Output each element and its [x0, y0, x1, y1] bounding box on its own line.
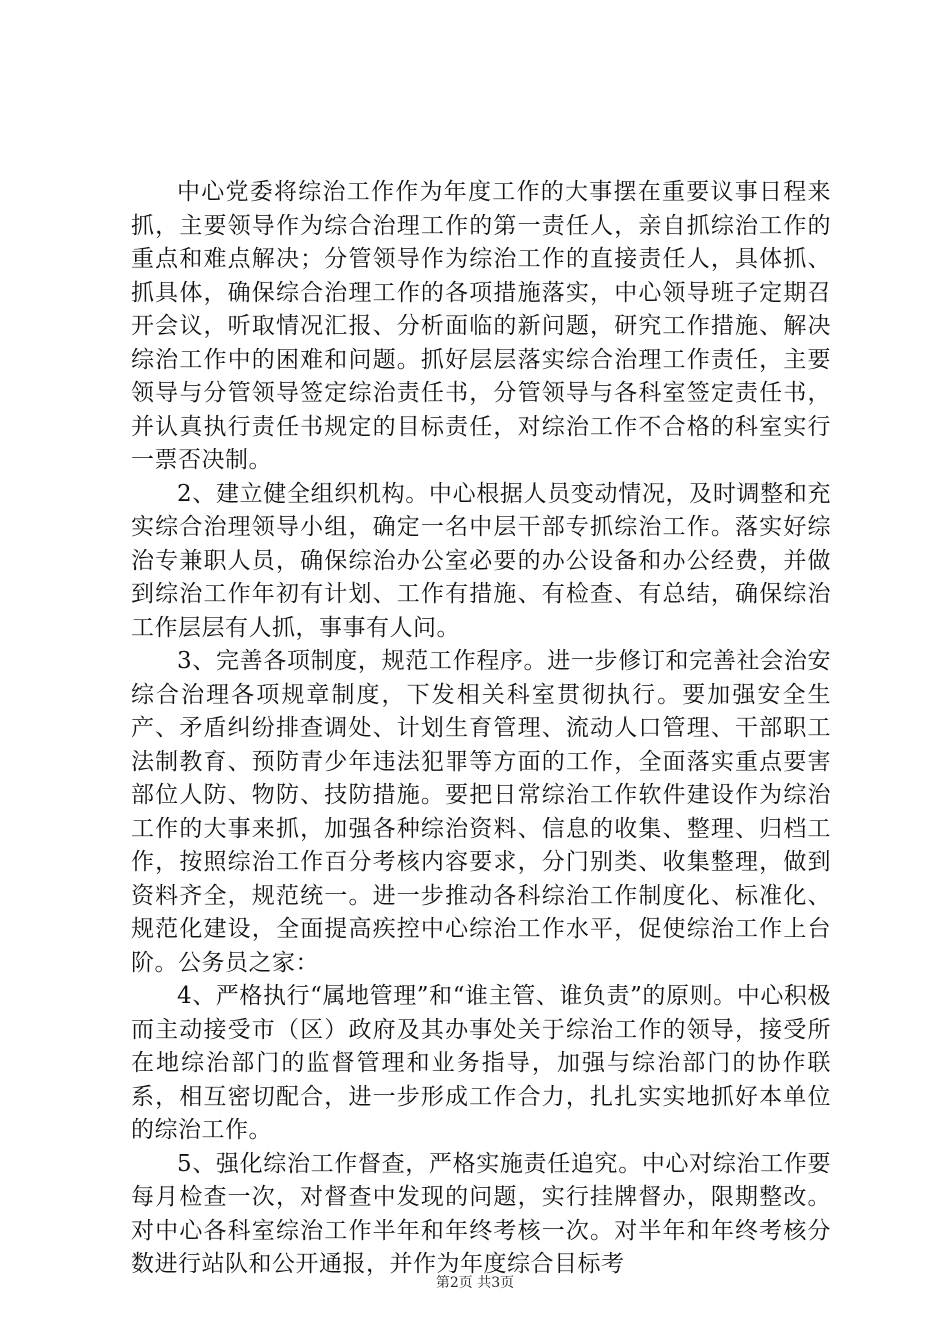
paragraph-organization: 2、建立健全组织机构。中心根据人员变动情况，及时调整和充实综合治理领导小组，确定一名中层干部专抓综治工作。落实好综治专兼职人员，确保综治办公室必要的办公设备和办公经费，并做到综治工作年初有计划、工作有措施、有检查、有总结，确保综治工作层层有人抓，事事有人问。	[131, 480, 831, 641]
paragraph-supervision: 5、强化综治工作督查，严格实施责任追究。中心对综治工作要每月检查一次，对督查中发现的问题，实行挂牌督办，限期整改。对中心各科室综治工作半年和年终考核一次。对半年和年终考核分数进行站队和公开通报，并作为年度综合目标考	[131, 1150, 831, 1277]
paragraph-systems: 3、完善各项制度，规范工作程序。进一步修订和完善社会治安综合治理各项规章制度，下发相关科室贯彻执行。要加强安全生产、矛盾纠纷排查调处、计划生育管理、流动人口管理、干部职工法制教育、预防青少年违法犯罪等方面的工作，全面落实重点要害部位人防、物防、技防措施。要把日常综治工作软件建设作为综治工作的大事来抓，加强各种综治资料、信息的收集、整理、归档工作，按照综治工作百分考核内容要求，分门别类、收集整理，做到资料齐全，规范统一。进一步推动各科综治工作制度化、标准化、规范化建设，全面提高疾控中心综治工作水平，促使综治工作上台阶。公务员之家：	[131, 648, 831, 976]
paragraph-territorial: 4、严格执行“属地管理”和“谁主管、谁负责”的原则。中心积极而主动接受市（区）政府及其办事处关于综治工作的领导，接受所在地综治部门的监督管理和业务指导，加强与综治部门的协作联系，相互密切配合，进一步形成工作合力，扎扎实实地抓好本单位的综治工作。	[131, 983, 831, 1143]
document-body	[131, 176, 831, 1282]
paragraph-responsibility: 中心党委将综治工作作为年度工作的大事摆在重要议事日程来抓，主要领导作为综合治理工作的第一责任人，亲自抓综治工作的重点和难点解决；分管领导作为综治工作的直接责任人，具体抓、抓具体，确保综合治理工作的各项措施落实，中心领导班子定期召开会议，听取情况汇报、分析面临的新问题，研究工作措施、解决综治工作中的困难和问题。抓好层层落实综合治理工作责任，主要领导与分管领导签定综治责任书，分管领导与各科室签定责任书，并认真执行责任书规定的目标责任，对综治工作不合格的科室实行一票否决制。	[131, 179, 831, 473]
page-footer: 第2页 共3页	[435, 1275, 515, 1291]
